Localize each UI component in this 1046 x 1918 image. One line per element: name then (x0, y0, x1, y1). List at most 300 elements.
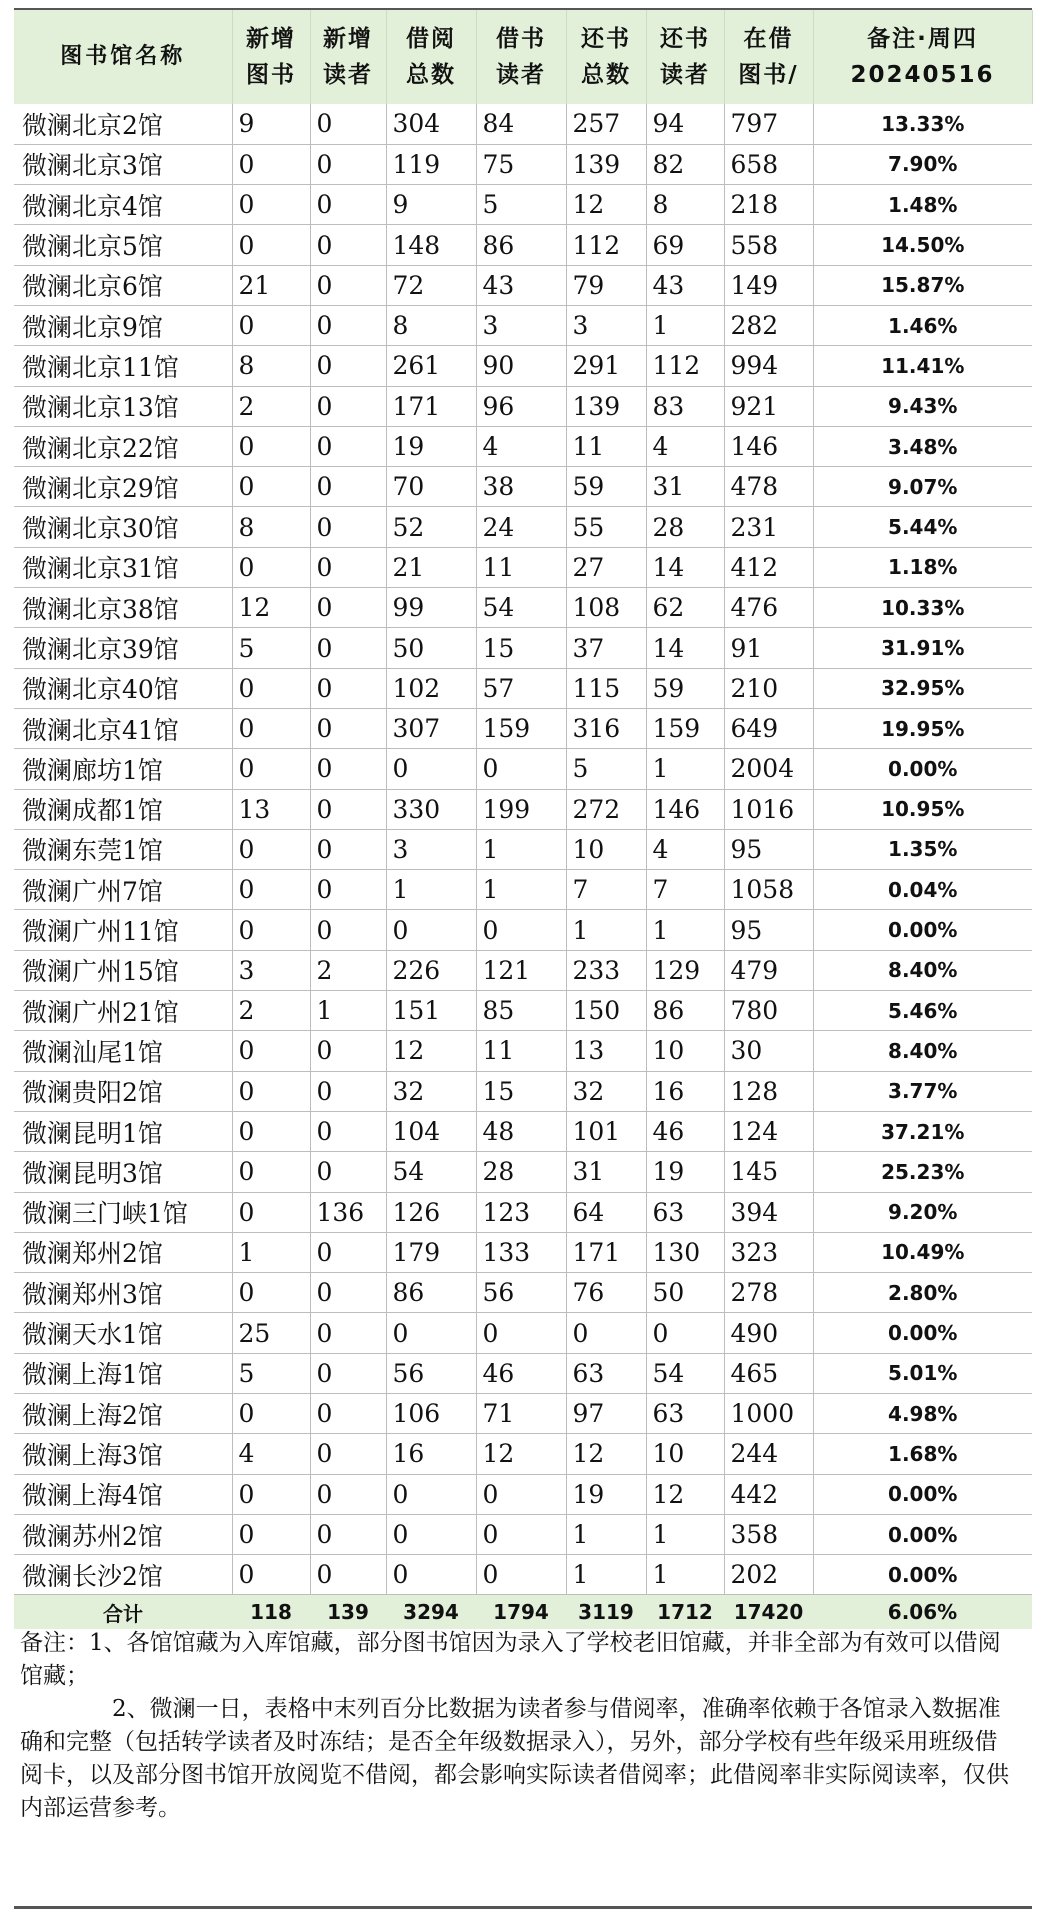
cell-name: 微澜北京22馆 (14, 426, 232, 466)
cell-return-total: 97 (566, 1394, 646, 1434)
table-row (14, 628, 1032, 668)
cell-return-readers: 63 (646, 1192, 724, 1232)
table-row (14, 1111, 1032, 1151)
cell-pct: 11.41% (813, 346, 1032, 386)
cell-name: 微澜北京5馆 (14, 225, 232, 265)
cell-borrow-total: 3 (386, 829, 476, 869)
cell-return-readers: 54 (646, 1353, 724, 1393)
cell-new-books: 0 (232, 144, 310, 184)
cell-new-readers: 0 (310, 1474, 386, 1514)
cell-borrow-total: 1 (386, 870, 476, 910)
cell-borrow-readers: 0 (476, 1514, 566, 1554)
table-row (14, 1232, 1032, 1272)
header-row (14, 10, 1032, 104)
header-note: 备注·周四 20240516 (813, 10, 1032, 104)
cell-new-readers: 0 (310, 507, 386, 547)
cell-new-readers: 1 (310, 991, 386, 1031)
cell-pct: 5.44% (813, 507, 1032, 547)
cell-pct: 4.98% (813, 1394, 1032, 1434)
cell-return-readers: 69 (646, 225, 724, 265)
cell-borrow-readers: 1 (476, 870, 566, 910)
cell-return-readers: 14 (646, 628, 724, 668)
cell-borrow-total: 126 (386, 1192, 476, 1232)
table-row (14, 870, 1032, 910)
cell-return-readers: 10 (646, 1031, 724, 1071)
table-row (14, 1192, 1032, 1232)
cell-on-loan: 490 (724, 1313, 813, 1353)
total-on-loan: 17420 (733, 1600, 804, 1625)
cell-new-books: 0 (232, 829, 310, 869)
cell-pct: 0.04% (813, 870, 1032, 910)
cell-borrow-readers: 121 (476, 950, 566, 990)
cell-new-books: 0 (232, 708, 310, 748)
library-stats-table (14, 10, 1033, 1629)
cell-borrow-total: 8 (386, 305, 476, 345)
cell-return-total: 0 (566, 1313, 646, 1353)
cell-on-loan: 91 (724, 628, 813, 668)
cell-return-total: 11 (566, 426, 646, 466)
cell-new-books: 0 (232, 910, 310, 950)
table-row (14, 104, 1032, 144)
cell-pct: 5.46% (813, 991, 1032, 1031)
cell-return-total: 115 (566, 668, 646, 708)
cell-return-total: 101 (566, 1111, 646, 1151)
cell-on-loan: 1016 (724, 789, 813, 829)
cell-on-loan: 218 (724, 185, 813, 225)
header-borrow-readers: 借书 读者 (476, 10, 566, 104)
table-row (14, 1353, 1032, 1393)
cell-on-loan: 780 (724, 991, 813, 1031)
cell-return-total: 139 (566, 386, 646, 426)
table-row (14, 1031, 1032, 1071)
table-row (14, 1071, 1032, 1111)
cell-on-loan: 145 (724, 1152, 813, 1192)
cell-pct: 7.90% (813, 144, 1032, 184)
total-row (14, 1595, 1032, 1629)
cell-borrow-total: 0 (386, 749, 476, 789)
cell-name: 微澜北京31馆 (14, 547, 232, 587)
cell-return-total: 291 (566, 346, 646, 386)
cell-return-readers: 112 (646, 346, 724, 386)
cell-new-books: 0 (232, 668, 310, 708)
table-row (14, 346, 1032, 386)
cell-return-total: 12 (566, 1434, 646, 1474)
cell-on-loan: 210 (724, 668, 813, 708)
total-borrow-total: 3294 (403, 1600, 459, 1625)
cell-return-readers: 14 (646, 547, 724, 587)
cell-return-readers: 146 (646, 789, 724, 829)
cell-new-readers: 0 (310, 1273, 386, 1313)
cell-return-total: 12 (566, 185, 646, 225)
cell-return-total: 1 (566, 1555, 646, 1595)
cell-return-total: 139 (566, 144, 646, 184)
cell-borrow-readers: 84 (476, 104, 566, 144)
notes-section (20, 1627, 1010, 1825)
cell-borrow-total: 50 (386, 628, 476, 668)
cell-borrow-total: 0 (386, 910, 476, 950)
cell-borrow-total: 56 (386, 1353, 476, 1393)
cell-new-readers: 0 (310, 1031, 386, 1071)
cell-name: 微澜广州11馆 (14, 910, 232, 950)
cell-borrow-readers: 75 (476, 144, 566, 184)
cell-borrow-total: 119 (386, 144, 476, 184)
cell-borrow-total: 102 (386, 668, 476, 708)
cell-new-books: 3 (232, 950, 310, 990)
cell-pct: 2.80% (813, 1273, 1032, 1313)
cell-on-loan: 202 (724, 1555, 813, 1595)
cell-borrow-readers: 57 (476, 668, 566, 708)
cell-new-books: 0 (232, 1192, 310, 1232)
cell-on-loan: 1000 (724, 1394, 813, 1434)
cell-borrow-readers: 133 (476, 1232, 566, 1272)
cell-on-loan: 323 (724, 1232, 813, 1272)
cell-pct: 10.33% (813, 588, 1032, 628)
table-row (14, 225, 1032, 265)
cell-name: 微澜廊坊1馆 (14, 749, 232, 789)
cell-new-books: 0 (232, 749, 310, 789)
cell-return-total: 171 (566, 1232, 646, 1272)
cell-borrow-total: 171 (386, 386, 476, 426)
cell-return-readers: 86 (646, 991, 724, 1031)
cell-new-books: 0 (232, 467, 310, 507)
cell-new-books: 13 (232, 789, 310, 829)
cell-new-books: 0 (232, 426, 310, 466)
table-row (14, 1474, 1032, 1514)
cell-borrow-total: 226 (386, 950, 476, 990)
table-row (14, 305, 1032, 345)
cell-new-readers: 0 (310, 1152, 386, 1192)
cell-return-readers: 1 (646, 305, 724, 345)
cell-pct: 9.20% (813, 1192, 1032, 1232)
cell-return-readers: 43 (646, 265, 724, 305)
cell-borrow-readers: 123 (476, 1192, 566, 1232)
cell-new-readers: 0 (310, 1313, 386, 1353)
header-on-loan: 在借 图书/ (724, 10, 813, 104)
table-row (14, 426, 1032, 466)
cell-return-readers: 8 (646, 185, 724, 225)
cell-return-readers: 82 (646, 144, 724, 184)
cell-new-books: 0 (232, 225, 310, 265)
cell-borrow-total: 0 (386, 1555, 476, 1595)
cell-new-books: 0 (232, 1273, 310, 1313)
cell-name: 微澜北京41馆 (14, 708, 232, 748)
cell-new-readers: 0 (310, 346, 386, 386)
cell-return-total: 79 (566, 265, 646, 305)
cell-return-readers: 10 (646, 1434, 724, 1474)
cell-borrow-readers: 48 (476, 1111, 566, 1151)
cell-name: 微澜上海1馆 (14, 1353, 232, 1393)
cell-borrow-total: 0 (386, 1474, 476, 1514)
table-row (14, 950, 1032, 990)
cell-on-loan: 412 (724, 547, 813, 587)
cell-on-loan: 478 (724, 467, 813, 507)
table-row (14, 708, 1032, 748)
cell-on-loan: 149 (724, 265, 813, 305)
cell-new-books: 21 (232, 265, 310, 305)
cell-return-readers: 63 (646, 1394, 724, 1434)
cell-borrow-total: 307 (386, 708, 476, 748)
cell-new-readers: 0 (310, 265, 386, 305)
cell-on-loan: 146 (724, 426, 813, 466)
cell-return-readers: 1 (646, 1555, 724, 1595)
cell-borrow-total: 106 (386, 1394, 476, 1434)
total-new-readers: 139 (327, 1600, 369, 1625)
cell-borrow-readers: 0 (476, 910, 566, 950)
cell-borrow-readers: 0 (476, 1313, 566, 1353)
cell-pct: 15.87% (813, 265, 1032, 305)
cell-pct: 8.40% (813, 1031, 1032, 1071)
cell-on-loan: 476 (724, 588, 813, 628)
cell-name: 微澜北京38馆 (14, 588, 232, 628)
table-row (14, 1313, 1032, 1353)
cell-return-total: 5 (566, 749, 646, 789)
cell-return-readers: 62 (646, 588, 724, 628)
table-row (14, 185, 1032, 225)
cell-return-readers: 1 (646, 749, 724, 789)
cell-borrow-readers: 0 (476, 1474, 566, 1514)
cell-name: 微澜苏州2馆 (14, 1514, 232, 1554)
cell-new-readers: 0 (310, 1232, 386, 1272)
cell-pct: 10.49% (813, 1232, 1032, 1272)
table-row (14, 144, 1032, 184)
cell-return-total: 55 (566, 507, 646, 547)
cell-borrow-readers: 159 (476, 708, 566, 748)
cell-pct: 9.43% (813, 386, 1032, 426)
cell-borrow-readers: 3 (476, 305, 566, 345)
cell-on-loan: 358 (724, 1514, 813, 1554)
cell-on-loan: 95 (724, 829, 813, 869)
cell-return-readers: 7 (646, 870, 724, 910)
cell-new-readers: 0 (310, 708, 386, 748)
cell-return-readers: 94 (646, 104, 724, 144)
cell-new-books: 0 (232, 870, 310, 910)
cell-borrow-total: 330 (386, 789, 476, 829)
cell-new-books: 5 (232, 628, 310, 668)
table-row (14, 386, 1032, 426)
cell-borrow-total: 99 (386, 588, 476, 628)
cell-name: 微澜北京4馆 (14, 185, 232, 225)
cell-return-readers: 31 (646, 467, 724, 507)
total-return-total: 3119 (578, 1600, 634, 1625)
cell-new-readers: 136 (310, 1192, 386, 1232)
cell-return-total: 1 (566, 1514, 646, 1554)
cell-return-readers: 28 (646, 507, 724, 547)
cell-pct: 0.00% (813, 910, 1032, 950)
cell-on-loan: 442 (724, 1474, 813, 1514)
cell-new-readers: 0 (310, 910, 386, 950)
table-row (14, 668, 1032, 708)
cell-return-readers: 129 (646, 950, 724, 990)
cell-return-total: 31 (566, 1152, 646, 1192)
table-row (14, 467, 1032, 507)
table-row (14, 1555, 1032, 1595)
cell-new-books: 1 (232, 1232, 310, 1272)
cell-return-total: 27 (566, 547, 646, 587)
cell-new-books: 2 (232, 991, 310, 1031)
cell-name: 微澜汕尾1馆 (14, 1031, 232, 1071)
cell-return-total: 1 (566, 910, 646, 950)
cell-borrow-total: 179 (386, 1232, 476, 1272)
cell-borrow-total: 104 (386, 1111, 476, 1151)
cell-pct: 9.07% (813, 467, 1032, 507)
cell-on-loan: 1058 (724, 870, 813, 910)
cell-borrow-readers: 96 (476, 386, 566, 426)
cell-borrow-readers: 199 (476, 789, 566, 829)
cell-pct: 8.40% (813, 950, 1032, 990)
header-return-readers: 还书 读者 (646, 10, 724, 104)
cell-new-books: 8 (232, 346, 310, 386)
table-row (14, 910, 1032, 950)
cell-name: 微澜北京2馆 (14, 104, 232, 144)
cell-borrow-total: 304 (386, 104, 476, 144)
table-row (14, 1152, 1032, 1192)
header-library-name: 图书馆名称 (14, 10, 232, 104)
cell-on-loan: 30 (724, 1031, 813, 1071)
cell-return-total: 150 (566, 991, 646, 1031)
cell-new-readers: 0 (310, 225, 386, 265)
cell-name: 微澜东莞1馆 (14, 829, 232, 869)
cell-borrow-readers: 56 (476, 1273, 566, 1313)
total-return-readers: 1712 (657, 1600, 713, 1625)
cell-return-readers: 4 (646, 426, 724, 466)
cell-borrow-total: 151 (386, 991, 476, 1031)
header-new-readers: 新增 读者 (310, 10, 386, 104)
cell-return-total: 108 (566, 588, 646, 628)
cell-new-books: 5 (232, 1353, 310, 1393)
report-frame (14, 8, 1032, 1910)
header-new-books: 新增 图书 (232, 10, 310, 104)
cell-return-total: 32 (566, 1071, 646, 1111)
cell-borrow-total: 86 (386, 1273, 476, 1313)
cell-name: 微澜北京40馆 (14, 668, 232, 708)
cell-return-total: 63 (566, 1353, 646, 1393)
cell-borrow-total: 19 (386, 426, 476, 466)
total-label: 合计 (103, 1601, 143, 1626)
total-pct: 6.06% (887, 1600, 958, 1625)
cell-borrow-total: 52 (386, 507, 476, 547)
cell-on-loan: 2004 (724, 749, 813, 789)
cell-new-readers: 0 (310, 467, 386, 507)
cell-new-readers: 0 (310, 870, 386, 910)
cell-name: 微澜北京29馆 (14, 467, 232, 507)
cell-borrow-readers: 46 (476, 1353, 566, 1393)
cell-borrow-total: 16 (386, 1434, 476, 1474)
cell-name: 微澜广州7馆 (14, 870, 232, 910)
cell-borrow-total: 0 (386, 1514, 476, 1554)
cell-pct: 19.95% (813, 708, 1032, 748)
cell-pct: 13.33% (813, 104, 1032, 144)
note-1: 备注：1、各馆馆藏为入库馆藏，部分图书馆因为录入了学校老旧馆藏，并非全部为有效可以借阅馆藏； (20, 1630, 1001, 1689)
table-row (14, 588, 1032, 628)
cell-name: 微澜广州15馆 (14, 950, 232, 990)
cell-name: 微澜上海4馆 (14, 1474, 232, 1514)
cell-return-total: 233 (566, 950, 646, 990)
cell-return-readers: 50 (646, 1273, 724, 1313)
header-return-total: 还书 总数 (566, 10, 646, 104)
cell-new-books: 0 (232, 1111, 310, 1151)
header-borrow-total: 借阅 总数 (386, 10, 476, 104)
cell-return-total: 316 (566, 708, 646, 748)
cell-on-loan: 465 (724, 1353, 813, 1393)
cell-borrow-readers: 38 (476, 467, 566, 507)
cell-pct: 25.23% (813, 1152, 1032, 1192)
cell-borrow-total: 72 (386, 265, 476, 305)
cell-pct: 0.00% (813, 1514, 1032, 1554)
cell-name: 微澜三门峡1馆 (14, 1192, 232, 1232)
cell-return-total: 64 (566, 1192, 646, 1232)
cell-return-total: 10 (566, 829, 646, 869)
table-row (14, 829, 1032, 869)
cell-borrow-total: 70 (386, 467, 476, 507)
cell-borrow-readers: 43 (476, 265, 566, 305)
cell-return-total: 272 (566, 789, 646, 829)
cell-new-books: 0 (232, 305, 310, 345)
cell-pct: 1.48% (813, 185, 1032, 225)
cell-pct: 3.48% (813, 426, 1032, 466)
cell-new-readers: 0 (310, 1111, 386, 1151)
cell-new-books: 0 (232, 1031, 310, 1071)
cell-on-loan: 394 (724, 1192, 813, 1232)
cell-new-readers: 0 (310, 1394, 386, 1434)
cell-return-total: 37 (566, 628, 646, 668)
cell-pct: 0.00% (813, 749, 1032, 789)
bottom-rule (14, 1906, 1032, 1909)
cell-new-readers: 0 (310, 668, 386, 708)
cell-borrow-total: 32 (386, 1071, 476, 1111)
table-row (14, 789, 1032, 829)
cell-new-books: 12 (232, 588, 310, 628)
cell-name: 微澜上海2馆 (14, 1394, 232, 1434)
cell-return-total: 3 (566, 305, 646, 345)
cell-pct: 14.50% (813, 225, 1032, 265)
table-row (14, 1434, 1032, 1474)
cell-name: 微澜长沙2馆 (14, 1555, 232, 1595)
cell-new-readers: 0 (310, 1555, 386, 1595)
cell-return-readers: 19 (646, 1152, 724, 1192)
cell-pct: 1.18% (813, 547, 1032, 587)
table-row (14, 749, 1032, 789)
cell-pct: 1.46% (813, 305, 1032, 345)
cell-borrow-total: 148 (386, 225, 476, 265)
cell-pct: 1.35% (813, 829, 1032, 869)
cell-name: 微澜昆明3馆 (14, 1152, 232, 1192)
cell-on-loan: 658 (724, 144, 813, 184)
cell-borrow-total: 0 (386, 1313, 476, 1353)
cell-new-books: 0 (232, 185, 310, 225)
cell-name: 微澜上海3馆 (14, 1434, 232, 1474)
cell-borrow-readers: 15 (476, 1071, 566, 1111)
cell-pct: 5.01% (813, 1353, 1032, 1393)
cell-on-loan: 649 (724, 708, 813, 748)
cell-new-books: 0 (232, 547, 310, 587)
cell-new-books: 0 (232, 1071, 310, 1111)
cell-borrow-readers: 1 (476, 829, 566, 869)
total-borrow-readers: 1794 (493, 1600, 549, 1625)
table-row (14, 1394, 1032, 1434)
cell-name: 微澜广州21馆 (14, 991, 232, 1031)
cell-new-books: 8 (232, 507, 310, 547)
cell-name: 微澜北京39馆 (14, 628, 232, 668)
cell-return-readers: 130 (646, 1232, 724, 1272)
cell-name: 微澜贵阳2馆 (14, 1071, 232, 1111)
cell-return-readers: 159 (646, 708, 724, 748)
cell-return-total: 257 (566, 104, 646, 144)
cell-on-loan: 124 (724, 1111, 813, 1151)
cell-pct: 1.68% (813, 1434, 1032, 1474)
cell-name: 微澜北京6馆 (14, 265, 232, 305)
cell-on-loan: 231 (724, 507, 813, 547)
cell-borrow-readers: 24 (476, 507, 566, 547)
